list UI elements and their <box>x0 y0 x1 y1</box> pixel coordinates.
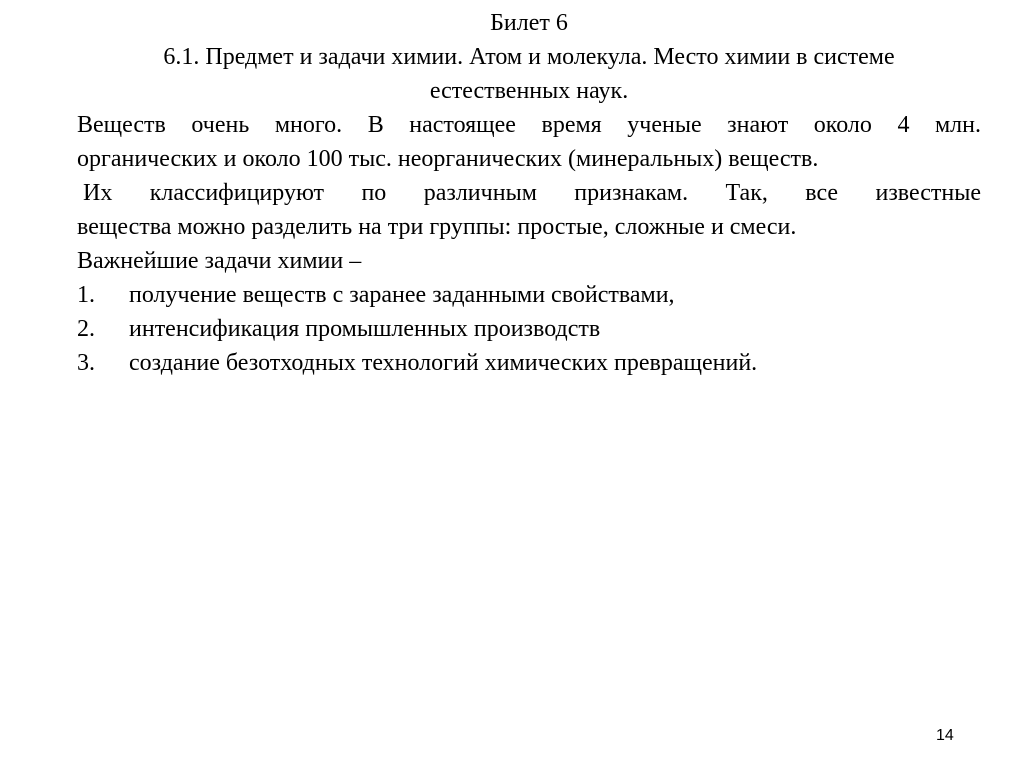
heading-line-1: 6.1. Предмет и задачи химии. Атом и молекула. Место химии в системе <box>163 44 895 70</box>
ticket-title: Билет 6 <box>490 10 568 36</box>
list-item <box>77 312 981 346</box>
list-item <box>77 346 981 380</box>
list-item-text: получение веществ с заранее заданными свойствами, <box>129 282 675 308</box>
paragraph-1-line-1: Веществ очень много. В настоящее время ученые знают около 4 млн. <box>77 112 981 138</box>
list-item-text: интенсификация промышленных производств <box>129 316 601 342</box>
paragraph-2-line-2: вещества можно разделить на три группы: простые, сложные и смеси. <box>77 214 797 240</box>
list-item-number: 3. <box>77 350 95 376</box>
slide-content <box>77 6 981 380</box>
tasks-intro: Важнейшие задачи химии – <box>77 248 362 274</box>
list-item-number: 1. <box>77 282 95 308</box>
list-item <box>77 278 981 312</box>
list-item-text: создание безотходных технологий химических превращений. <box>129 350 758 376</box>
page-number: 14 <box>936 727 954 744</box>
paragraph-2-line-1: Их классифицируют по различным признакам. Так, все известные <box>83 180 981 206</box>
paragraph-1-line-2: органических и около 100 тыс. неорганических (минеральных) веществ. <box>77 146 819 172</box>
list-item-number: 2. <box>77 316 95 342</box>
heading-line-2: естественных наук. <box>429 78 629 104</box>
